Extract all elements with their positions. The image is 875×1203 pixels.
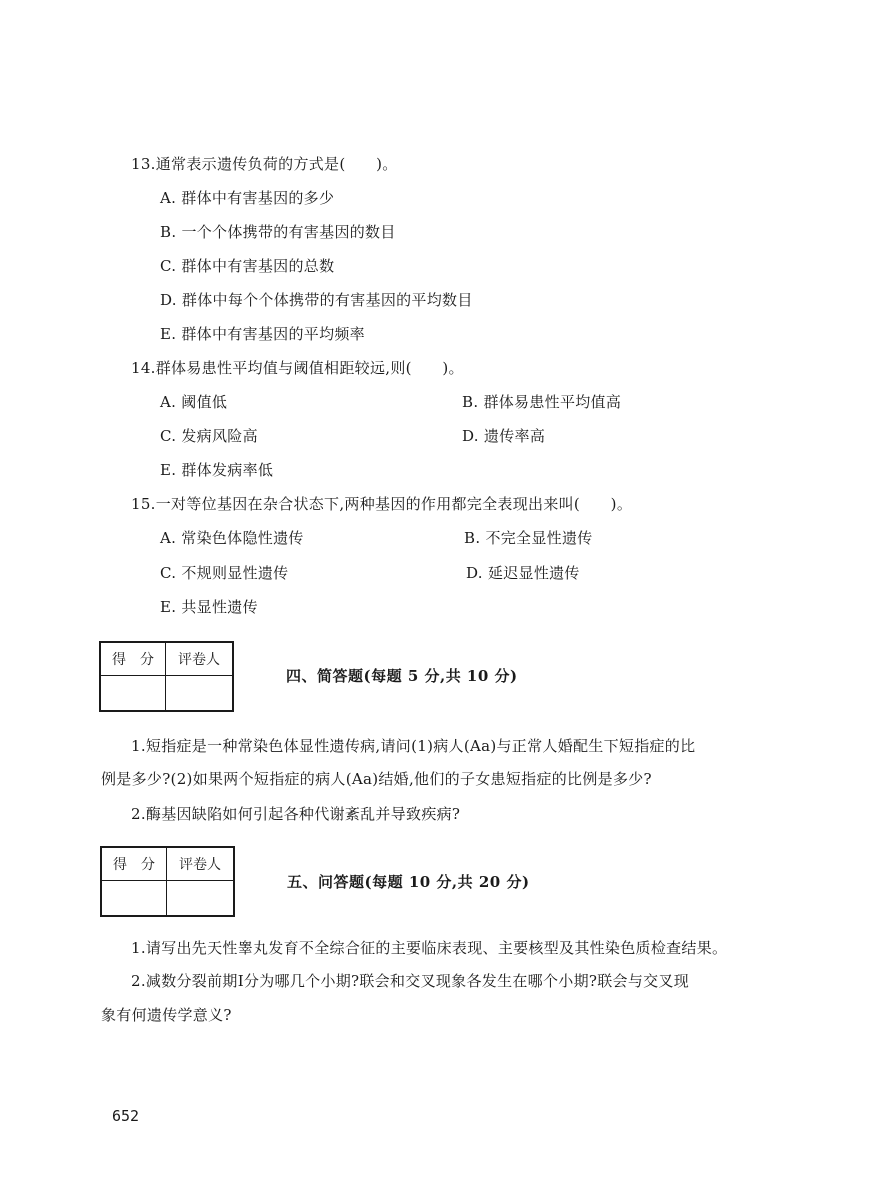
page-number: 652 [112,1107,140,1125]
section-5-question-1: 1.请写出先天性睾丸发育不全综合征的主要临床表现、主要核型及其性染色质检查结果。 [131,939,728,957]
question-13-option-d: D. 群体中每个个体携带的有害基因的平均数目 [160,291,473,309]
question-13-option-e: E. 群体中有害基因的平均频率 [160,325,365,343]
question-13-option-b: B. 一个个体携带的有害基因的数目 [160,223,396,241]
question-15-option-e: E. 共显性遗传 [160,598,258,616]
section-4-question-2: 2.酶基因缺陷如何引起各种代谢紊乱并导致疾病? [131,805,461,823]
grader-cell[interactable] [167,881,235,917]
question-13-option-a: A. 群体中有害基因的多少 [160,189,335,207]
score-table-section-5 [100,846,235,917]
section-5-question-2-line-1: 2.减数分裂前期Ⅰ分为哪几个小期?联会和交叉现象各发生在哪个小期?联会与交叉现 [131,972,690,990]
section-4-question-1-line-1: 1.短指症是一种常染色体显性遗传病,请问(1)病人(Aa)与正常人婚配生下短指症的比 [131,737,696,755]
question-15-option-b: B. 不完全显性遗传 [464,529,593,547]
grader-header: 评卷人 [166,642,234,676]
score-header: 得 分 [100,642,166,676]
score-cell[interactable] [101,881,167,917]
grader-header: 评卷人 [167,847,235,881]
question-14-option-c: C. 发病风险高 [160,427,258,445]
section-5-question-2-line-2: 象有何遗传学意义? [101,1006,232,1024]
question-14-option-b: B. 群体易患性平均值高 [462,393,622,411]
question-15-option-d: D. 延迟显性遗传 [466,564,580,582]
score-cell[interactable] [100,676,166,712]
grader-cell[interactable] [166,676,234,712]
section-4-title: 四、简答题(每题 5 分,共 10 分) [286,667,518,685]
question-13-stem: 13.通常表示遗传负荷的方式是( )。 [131,155,398,173]
question-14-option-d: D. 遗传率高 [462,427,546,445]
question-14-stem: 14.群体易患性平均值与阈值相距较远,则( )。 [131,359,464,377]
question-14-option-e: E. 群体发病率低 [160,461,274,479]
section-4-question-1-line-2: 例是多少?(2)如果两个短指症的病人(Aa)结婚,他们的子女患短指症的比例是多少? [101,770,652,788]
question-15-option-c: C. 不规则显性遗传 [160,564,289,582]
question-15-stem: 15.一对等位基因在杂合状态下,两种基因的作用都完全表现出来叫( )。 [131,495,633,513]
section-5-title: 五、问答题(每题 10 分,共 20 分) [287,873,530,891]
question-13-option-c: C. 群体中有害基因的总数 [160,257,335,275]
question-15-option-a: A. 常染色体隐性遗传 [160,529,304,547]
question-14-option-a: A. 阈值低 [160,393,228,411]
score-table-section-4 [99,641,234,712]
score-header: 得 分 [101,847,167,881]
